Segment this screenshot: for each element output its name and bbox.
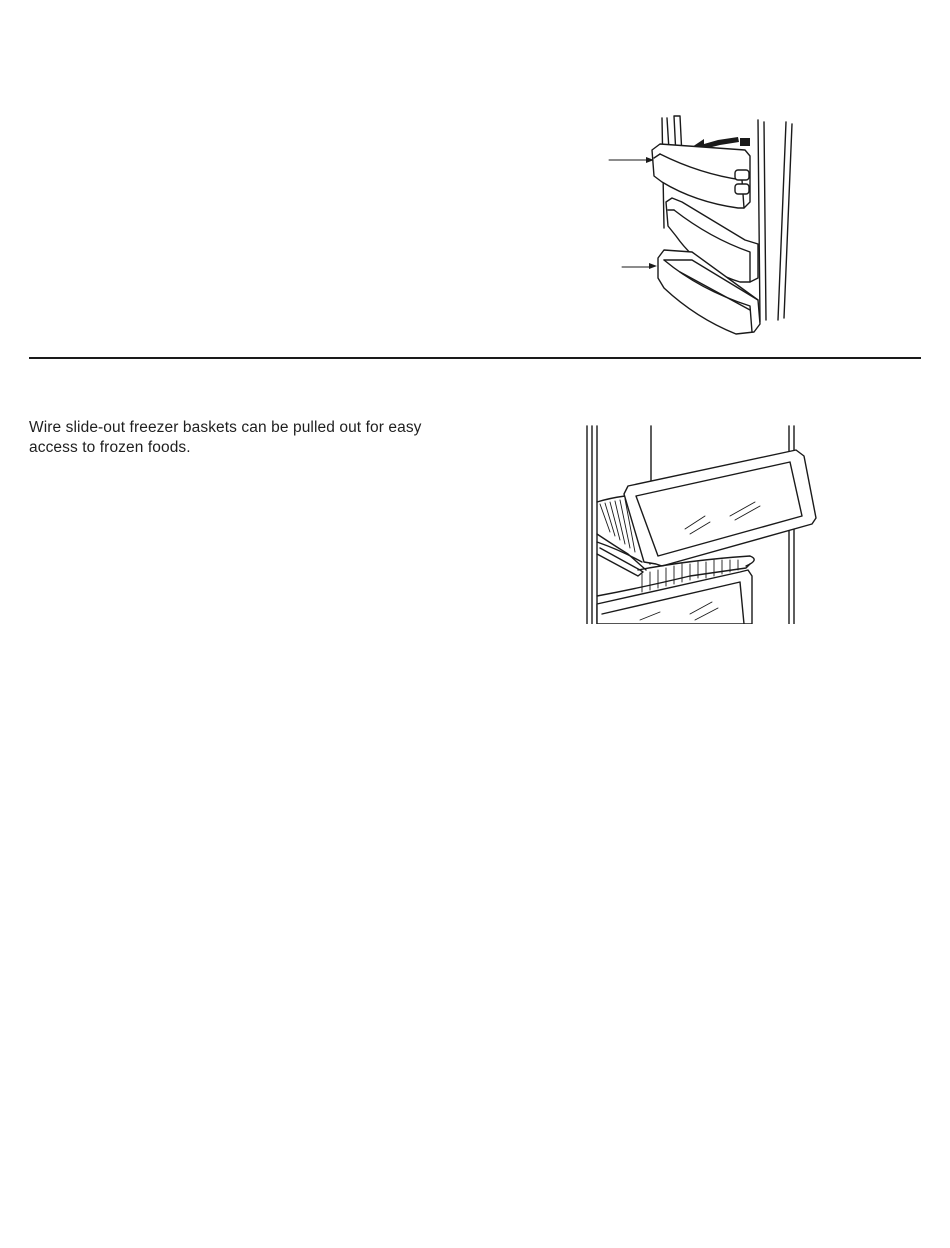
basket-front-panel: [624, 450, 816, 566]
door-bin-top: [652, 144, 750, 208]
pull-arrow-tail: [740, 138, 750, 146]
section-divider: [29, 357, 921, 359]
door-bins-illustration-icon: [600, 110, 810, 345]
lower-drawer-face: [597, 570, 752, 624]
freezer-baskets-description: Wire slide-out freezer baskets can be pulled out for easy access to frozen foods.: [29, 419, 422, 456]
freezer-left-wall: [587, 426, 597, 624]
callout-arrow-bottom: [622, 263, 657, 269]
freezer-baskets-illustration-icon: [580, 424, 825, 624]
door-outer-edge-2: [764, 122, 766, 320]
callout-arrow-top: [609, 157, 654, 163]
door-outer-edge: [758, 120, 760, 322]
